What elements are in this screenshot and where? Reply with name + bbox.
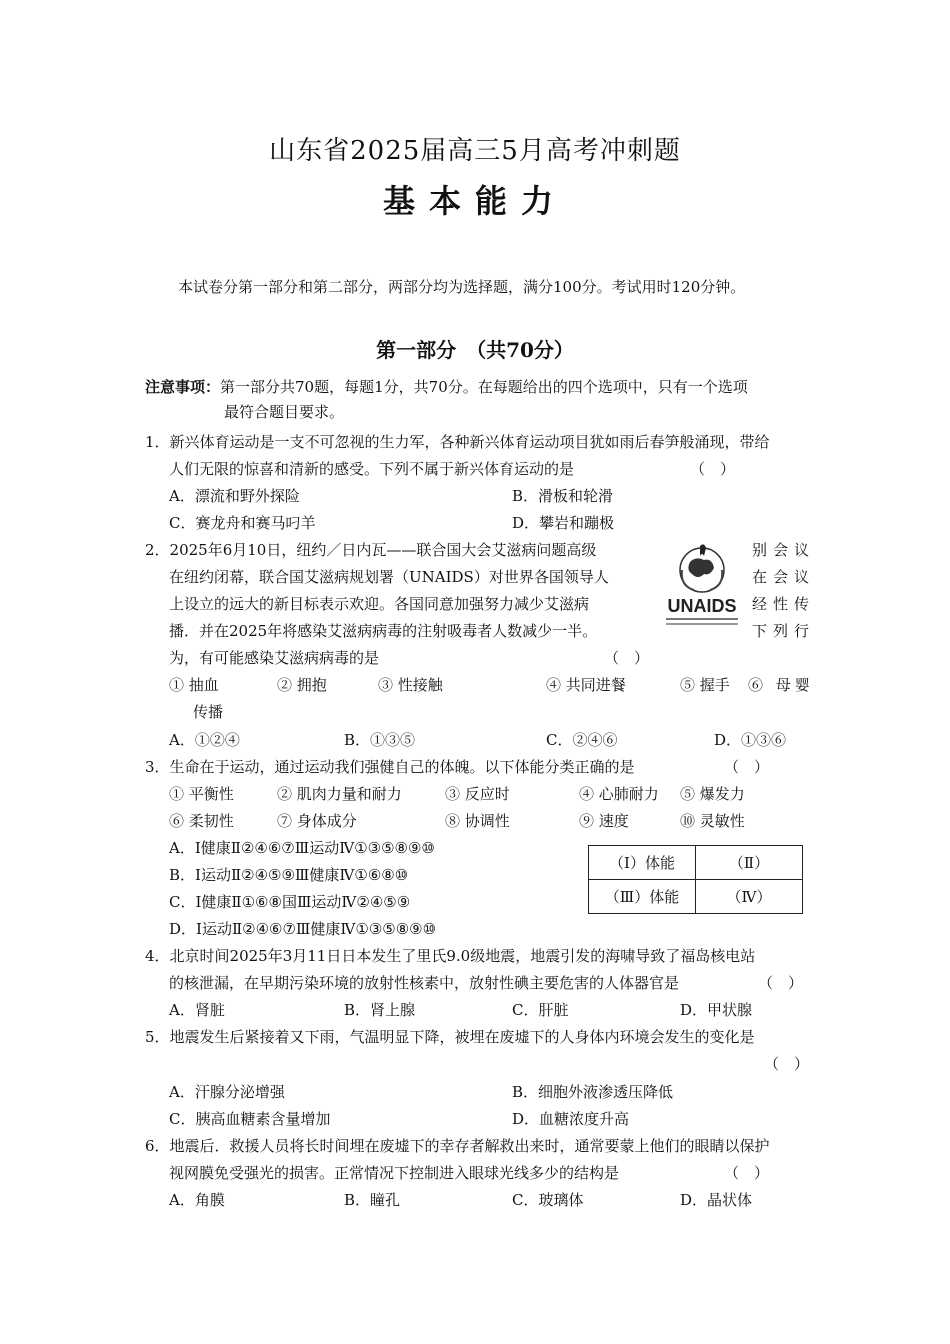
unaids-emblem-icon: [660, 540, 744, 632]
q5-option-a: A．汗腺分泌增强: [169, 1083, 285, 1101]
q1-option-b: B．滑板和轮滑: [512, 487, 614, 505]
q4-answer-paren: （ ）: [758, 974, 804, 992]
q2-item-4: ④ 共同进餐: [546, 676, 626, 694]
q5-option-b: B．细胞外液渗透压降低: [512, 1083, 674, 1101]
table-cell: （Ⅲ）体能: [589, 880, 696, 914]
q3-item-2: ② 肌肉力量和耐力: [277, 785, 402, 803]
exam-intro: 本试卷分第一部分和第二部分，两部分均为选择题，满分100分。考试用时120分钟。: [178, 278, 746, 296]
notice-line-1: [145, 376, 748, 397]
q2-line-4: 播．并在2025年将感染艾滋病病毒的注射吸毒者人数减少一半。: [169, 622, 598, 640]
q3-item-8: ⑧ 协调性: [445, 812, 510, 830]
q1-option-d: D．攀岩和蹦极: [512, 514, 615, 532]
q2-line-1-right: 别会议: [752, 541, 816, 559]
q3-stem: 3．生命在于运动，通过运动我们强健自己的体魄。以下体能分类正确的是: [145, 758, 635, 776]
q3-option-c: C．Ⅰ健康Ⅱ①⑥⑧国Ⅲ运动Ⅳ②④⑤⑨: [169, 893, 411, 911]
q6-answer-paren: （ ）: [724, 1164, 770, 1182]
q6-option-a: A．角膜: [169, 1191, 225, 1209]
q2-line-5: 为，有可能感染艾滋病病毒的是: [169, 649, 380, 667]
q6-option-d: D．晶状体: [680, 1191, 753, 1209]
q5-answer-paren: （ ）: [764, 1055, 810, 1073]
q3-option-a: A．Ⅰ健康Ⅱ②④⑥⑦Ⅲ运动Ⅳ①③⑤⑧⑨⑩: [169, 839, 435, 857]
q2-option-d: D．①③⑥: [714, 731, 787, 749]
q6-stem-2: 视网膜免受强光的损害。正常情况下控制进入眼球光线多少的结构是: [169, 1164, 620, 1182]
q3-item-4: ④ 心肺耐力: [579, 785, 659, 803]
q2-answer-paren: （ ）: [604, 649, 650, 667]
q3-answer-paren: （ ）: [724, 758, 770, 776]
q6-option-c: C．玻璃体: [512, 1191, 584, 1209]
q2-option-b: B．①③⑤: [344, 731, 416, 749]
q1-option-a: A．漂流和野外探险: [169, 487, 300, 505]
q6-option-b: B．瞳孔: [344, 1191, 401, 1209]
table-cell: （Ⅰ）体能: [589, 846, 696, 880]
q5-stem: 5．地震发生后紧接着又下雨，气温明显下降，被埋在废墟下的人身体内环境会发生的变化是: [145, 1028, 755, 1046]
q2-line-3: 上设立的远大的新目标表示欢迎。各国同意加强努力减少艾滋病: [169, 595, 590, 613]
table-cell: （Ⅱ）: [696, 846, 803, 880]
q3-item-10: ⑩ 灵敏性: [680, 812, 745, 830]
q2-line-3-right: 经性传: [752, 595, 816, 613]
q2-line-2-right: 在会议: [752, 568, 816, 586]
q2-item-3: ③ 性接触: [378, 676, 443, 694]
q4-option-c: C．肝脏: [512, 1001, 569, 1019]
q1-stem-2: 人们无限的惊喜和清新的感受。下列不属于新兴体育运动的是: [169, 460, 575, 478]
part-heading: 第一部分 （共70分）: [376, 338, 574, 362]
q3-item-9: ⑨ 速度: [579, 812, 629, 830]
q3-item-5: ⑤ 爆发力: [680, 785, 745, 803]
q1-option-c: C．赛龙舟和赛马叼羊: [169, 514, 316, 532]
q5-option-c: C．胰高血糖素含量增加: [169, 1110, 331, 1128]
q4-option-b: B．肾上腺: [344, 1001, 416, 1019]
q1-stem-1: 1．新兴体育运动是一支不可忽视的生力军，各种新兴体育运动项目犹如雨后春笋般涌现，带给: [145, 433, 770, 451]
notice-text: 第一部分共70题，每题1分，共70分。在每题给出的四个选项中，只有一个选项: [220, 378, 748, 396]
q3-option-b: B．Ⅰ运动Ⅱ②④⑤⑨Ⅲ健康Ⅳ①⑥⑧⑩: [169, 866, 409, 884]
q3-option-d: D．Ⅰ运动Ⅱ②④⑥⑦Ⅲ健康Ⅳ①③⑤⑧⑨⑩: [169, 920, 437, 938]
q2-option-a: A．①②④: [169, 731, 240, 749]
q2-item-6-cont: 传播: [193, 703, 224, 721]
q3-item-1: ① 平衡性: [169, 785, 234, 803]
q5-option-d: D．血糖浓度升高: [512, 1110, 630, 1128]
q2-line-4-right: 下列行: [752, 622, 816, 640]
q6-stem-1: 6．地震后．救援人员将长时间埋在废墟下的幸存者解救出来时，通常要蒙上他们的眼睛以保护: [145, 1137, 770, 1155]
q4-option-a: A．肾脏: [169, 1001, 225, 1019]
exam-title: 山东省2025届高三5月高考冲刺题: [269, 136, 681, 166]
logo-text: UNAIDS: [667, 596, 737, 616]
fitness-classification-table: [588, 845, 803, 914]
q3-item-7: ⑦ 身体成分: [277, 812, 357, 830]
q3-item-3: ③ 反应时: [445, 785, 510, 803]
unaids-logo: [660, 540, 744, 632]
q4-option-d: D．甲状腺: [680, 1001, 753, 1019]
q1-answer-paren: （ ）: [690, 460, 736, 478]
q4-stem-1: 4．北京时间2025年3月11日日本发生了里氏9.0级地震，地震引发的海啸导致了福岛核电站: [145, 947, 756, 965]
q2-item-6: ⑥ 母婴: [748, 676, 814, 694]
q4-stem-2: 的核泄漏，在早期污染环境的放射性核素中，放射性碘主要危害的人体器官是: [169, 974, 680, 992]
q2-line-1: 2．2025年6月10日，纽约／日内瓦——联合国大会艾滋病问题高级: [145, 541, 597, 559]
q2-item-5: ⑤ 握手: [680, 676, 730, 694]
notice-label: 注意事项：: [145, 378, 221, 396]
q2-option-c: C．②④⑥: [546, 731, 618, 749]
q2-line-2: 在纽约闭幕，联合国艾滋病规划署（UNAIDS）对世界各国领导人: [169, 568, 609, 586]
notice-line-2: 最符合题目要求。: [224, 403, 345, 421]
table-cell: （Ⅳ）: [696, 880, 803, 914]
q3-item-6: ⑥ 柔韧性: [169, 812, 234, 830]
q2-item-2: ② 拥抱: [277, 676, 327, 694]
q2-item-1: ① 抽血: [169, 676, 219, 694]
subject-title: 基本能力: [382, 182, 567, 220]
